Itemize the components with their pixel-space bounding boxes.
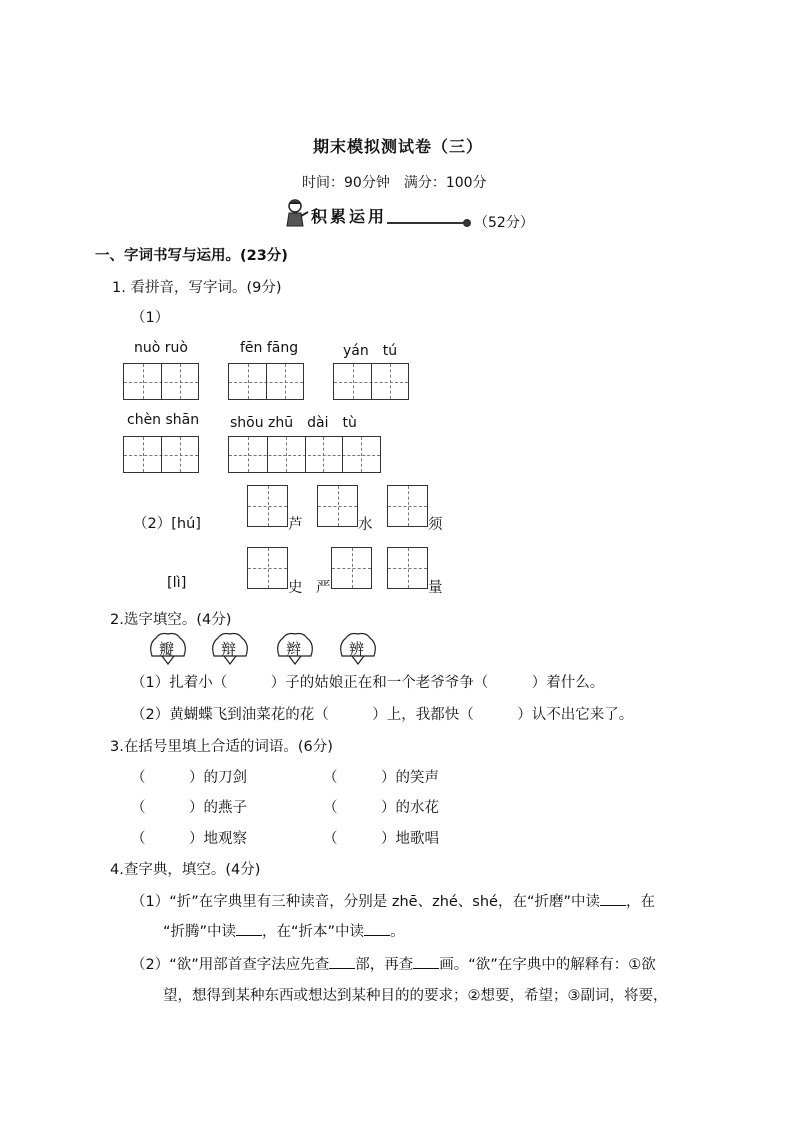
q3-item: （ ）的笑声 [323,770,439,786]
q1-sub2: （2）[hú] [133,516,201,532]
option-char: 瓣 [159,640,175,658]
q4-p2-line2: 望，想得到某种东西或想达到某种目的的要求；②想要，希望；③副词，将要， [163,988,668,1004]
section-banner-label: 积累运用 [311,207,388,226]
q4-p2-text: （2）“欲”用部首查字法应先查 [131,957,330,973]
banner-underline [387,222,467,224]
q4-p1-text: 。 [390,924,405,940]
option-shell-icon [146,630,190,666]
q4-p1-text: （1）“折”在字典里有三种读音，分别是 zhē、zhé、shé，在“折磨”中读 [131,894,600,910]
char-suffix: 史 [288,580,303,596]
q3-label: 3.在括号里填上合适的词语。(6分) [110,739,333,755]
q3-item: （ ）的水花 [323,800,439,816]
char-writing-box[interactable] [228,436,381,473]
q3-item: （ ）的刀剑 [131,770,247,786]
char-suffix: 量 [428,580,443,596]
char-writing-box[interactable] [228,363,304,400]
answer-blank[interactable] [329,954,355,969]
time-info: 时间：90分钟 满分：100分 [302,175,487,191]
q2-line1: （1）扎着小（ ）子的姑娘正在和一个老爷爷争（ ）着什么。 [131,675,605,691]
pinyin-label: fēn fāng [240,340,299,356]
char-suffix: 水 [358,517,373,533]
q4-p2-text: 画。“欲”在字典中的解释有：①欲 [439,957,656,973]
q2-label: 2.选字填空。(4分) [110,612,232,628]
char-writing-box[interactable] [317,485,358,527]
mascot-icon [283,198,309,228]
q3-item: （ ）的燕子 [131,800,247,816]
answer-blank[interactable] [364,921,390,936]
char-suffix: 芦 [288,517,303,533]
char-writing-box[interactable] [123,363,199,400]
answer-blank[interactable] [236,921,262,936]
q4-p1-text: ，在 [626,894,655,910]
q4-p1-text: ，在“折本”中读 [262,924,365,940]
q4-label: 4.查字典，填空。(4分) [110,862,261,878]
char-writing-box[interactable] [331,547,372,589]
banner-underline-dot [463,219,471,227]
char-writing-box[interactable] [387,485,428,527]
page-title: 期末模拟测试卷（三） [313,137,484,156]
part1-heading: 一、字词书写与运用。(23分) [95,248,288,264]
q4-p1-line2 [163,920,405,941]
answer-blank[interactable] [600,891,626,906]
option-char: 辨 [349,640,365,658]
option-char: 辩 [221,640,237,658]
answer-blank[interactable] [413,954,439,969]
char-suffix: 须 [428,517,443,533]
q4-p1-line1 [131,890,655,911]
q4-p1-text: “折腾”中读 [163,924,237,940]
section-banner [283,198,473,230]
section-score: （52分） [474,215,534,231]
option-shell-icon [336,630,380,666]
q4-p2-line1 [131,953,656,974]
pinyin-label: nuò ruò [134,340,188,356]
pinyin-label: yán tú [343,343,398,359]
option-char: 辫 [286,640,302,658]
q2-line2: （2）黄蝴蝶飞到油菜花的花（ ）上，我都快（ ）认不出它来了。 [131,707,634,723]
q3-item: （ ）地观察 [131,831,247,847]
q1-li-label: [lì] [167,575,187,591]
pinyin-label: chèn shān [127,412,200,428]
q1-label: 1. 看拼音，写字词。(9分) [112,280,282,296]
option-shell-icon [208,630,252,666]
option-shell-icon [273,630,317,666]
q4-p2-text: 部，再查 [355,957,414,973]
char-prefix: 严 [316,580,331,596]
char-writing-box[interactable] [247,547,288,589]
char-writing-box[interactable] [333,363,409,400]
char-writing-box[interactable] [123,436,199,473]
pinyin-label: shōu zhū dài tù [230,415,357,431]
char-writing-box[interactable] [387,547,428,589]
char-writing-box[interactable] [247,485,288,527]
q1-sub1: （1） [131,310,170,326]
q3-item: （ ）地歌唱 [323,831,439,847]
